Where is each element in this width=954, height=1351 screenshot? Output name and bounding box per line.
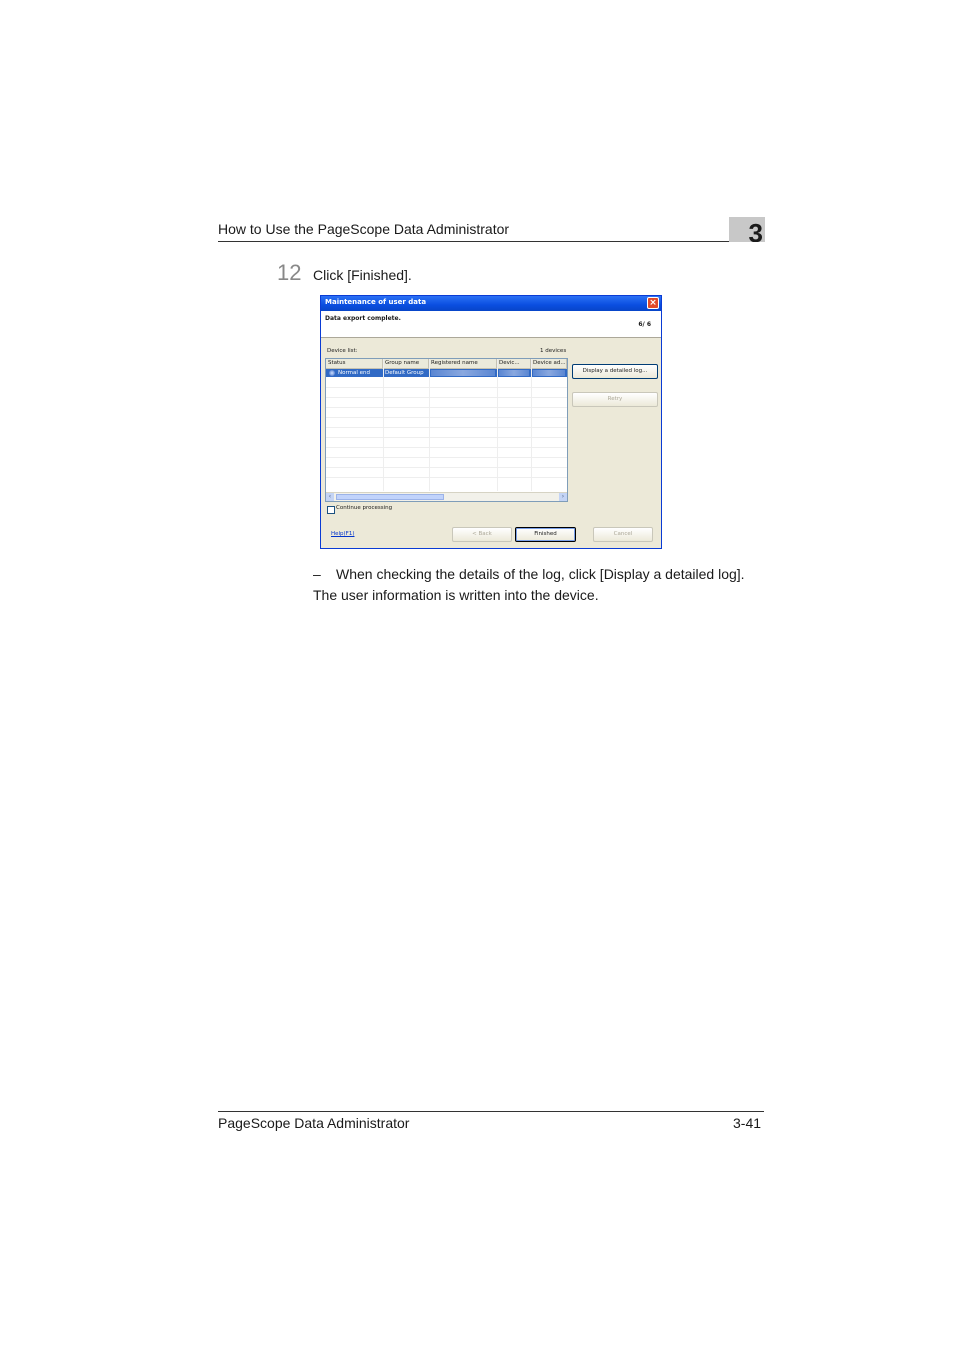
step-instruction: Click [Finished]. — [313, 267, 412, 283]
footer-rule — [218, 1111, 764, 1112]
scroll-right-icon[interactable]: › — [559, 493, 567, 501]
dialog-title: Maintenance of user data — [325, 298, 427, 306]
column-header-device-address[interactable]: Device ad... — [533, 360, 566, 366]
redacted-registered-name — [431, 370, 495, 376]
bullet-text: When checking the details of the log, click [Display a detailed log]. — [336, 566, 745, 582]
scroll-left-icon[interactable]: ‹ — [326, 493, 334, 501]
redacted-device — [499, 370, 529, 376]
close-icon[interactable]: × — [647, 297, 659, 309]
display-detailed-log-button[interactable]: Display a detailed log... — [572, 364, 658, 379]
bullet-dash: – — [313, 566, 321, 582]
page-header-title: How to Use the PageScope Data Administrator — [218, 221, 510, 237]
step-number: 12 — [277, 260, 302, 285]
column-header-device[interactable]: Devic... — [497, 359, 531, 368]
message-panel — [321, 311, 661, 338]
progress-counter: 6/ 6 — [638, 321, 651, 328]
dialog-titlebar — [321, 296, 661, 311]
redacted-device-address — [533, 370, 565, 376]
chapter-number-badge: 3 — [729, 217, 765, 242]
column-header-registered[interactable]: Registered name — [429, 359, 497, 368]
footer-title: PageScope Data Administrator — [218, 1115, 410, 1131]
help-link[interactable]: Help(F1) — [331, 531, 355, 537]
horizontal-scrollbar[interactable] — [326, 492, 567, 501]
header-rule — [218, 241, 764, 242]
device-list-label: Device list: — [327, 348, 358, 354]
retry-button[interactable]: Retry — [572, 392, 658, 407]
dialog-screenshot — [320, 295, 662, 549]
status-icon — [329, 370, 335, 376]
page-number: 3-41 — [733, 1115, 762, 1131]
continue-processing-label[interactable]: Continue processing — [336, 505, 393, 511]
continue-processing-checkbox[interactable] — [327, 506, 335, 514]
column-header-status[interactable]: Status — [326, 359, 383, 368]
cancel-button[interactable]: Cancel — [593, 527, 653, 542]
result-text: The user information is written into the device. — [313, 587, 599, 603]
device-count: 1 devices — [540, 348, 567, 354]
row-group: Default Group — [385, 370, 424, 376]
device-list[interactable] — [325, 358, 568, 502]
scroll-thumb[interactable] — [336, 494, 444, 500]
row-status: Normal end — [338, 370, 371, 376]
column-header-group[interactable]: Group name — [383, 359, 429, 368]
status-message: Data export complete. — [325, 315, 401, 322]
back-button[interactable]: < Back — [452, 527, 512, 542]
finished-button[interactable]: Finished — [515, 527, 576, 542]
